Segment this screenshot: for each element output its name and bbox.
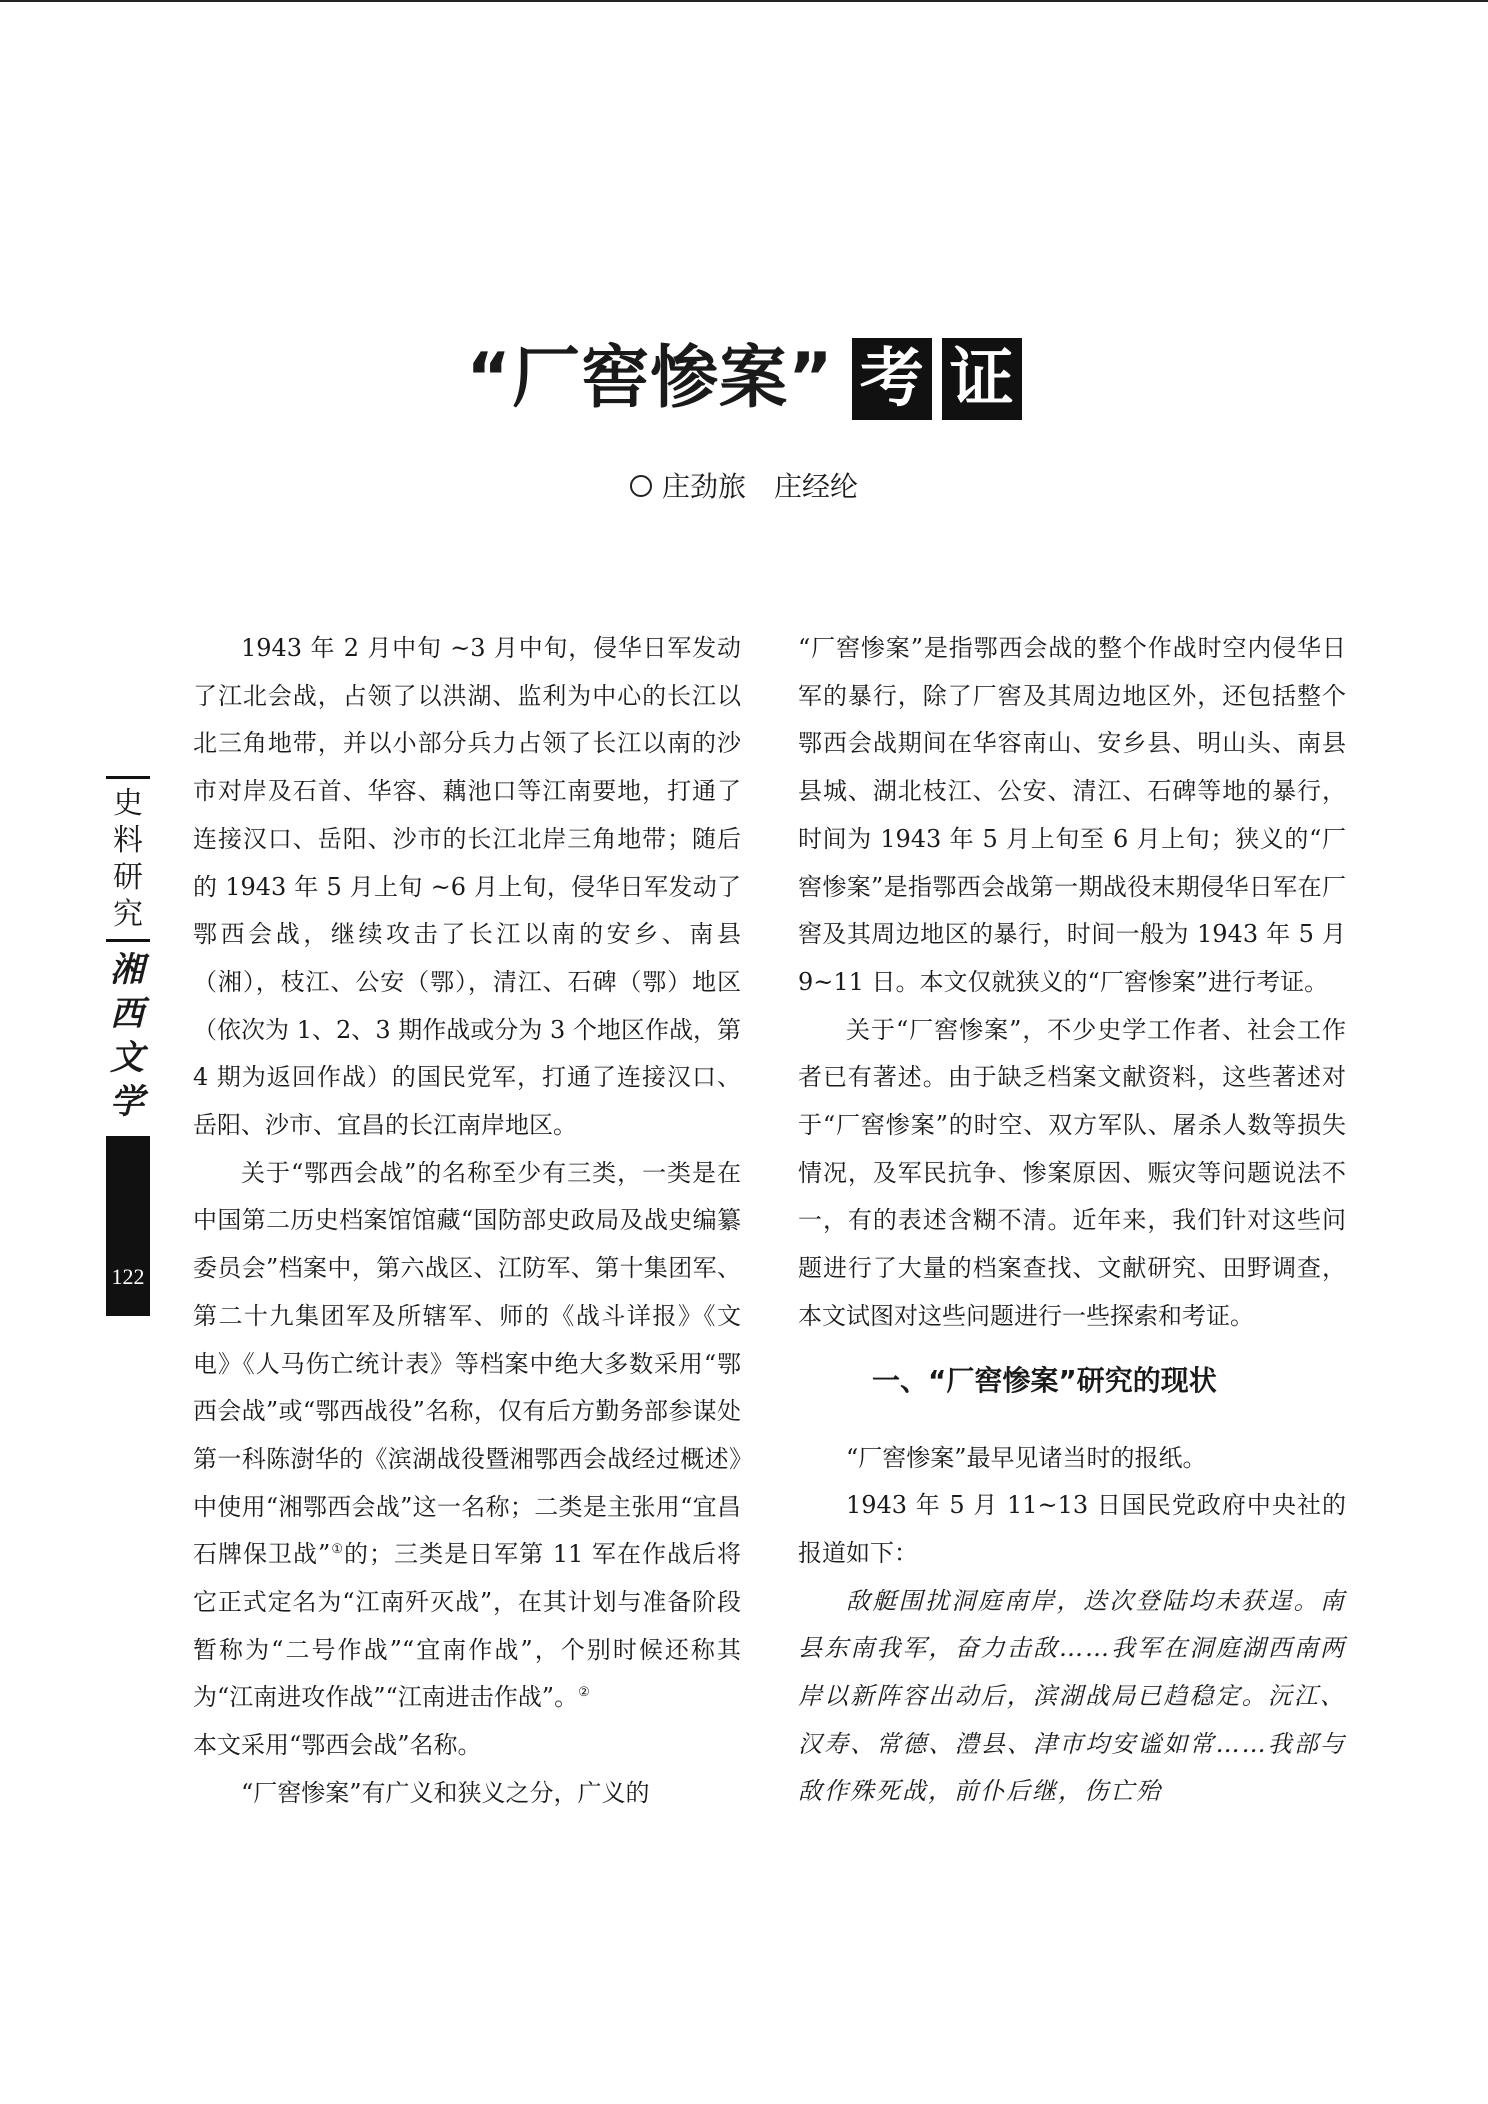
section-sidebar: [106, 776, 150, 1316]
paragraph: “厂窖惨案”有广义和狭义之分，广义的: [241, 1778, 650, 1807]
paragraph-text: 的；三类是日军第 11 军在作战后将它正式定名为“江南歼灭战”，在其计划与准备阶段暂称为“二号作战”“宜南作战”，个别时候还称其为“江南进攻作战”“江南进击作战”。: [193, 1540, 742, 1712]
author-name: 庄劲旅: [661, 470, 746, 503]
paragraph: “厂窖惨案”是指鄂西会战的整个作战时空内侵华日军的暴行，除了厂窖及其周边地区外，还包括整个鄂西会战期间在华容南山、安乡县、明山头、南县县城、湖北枝江、公安、清江、石碑等地的暴行，时间为 1943 年 5 月上旬至 6 月上旬；狭义的“厂窖惨案”是指鄂西会战第一期战役末期侵华日军在厂窖及其周边地区的暴行，时间一般为 1943 年 5 月 9~11 日。本文仅就狭义的“厂窖惨案”进行考证。: [798, 634, 1346, 996]
footnote-ref: ②: [578, 1685, 590, 1701]
paragraph-text: 关于“鄂西会战”的名称至少有三类，一类是在中国第二历史档案馆馆藏“国防部史政局及战史编纂委员会”档案中，第六战区、江防军、第十集团军、第二十九集团军及所辖军、师的《战斗详报》《文电》《人马伤亡统计表》等档案中绝大多数采用“鄂西会战”或“鄂西战役”名称，仅有后方勤务部参谋处第一科陈澍华的《滨湖战役暨湘鄂西会战经过概述》中使用“湘鄂西会战”这一名称；二类是主张用“宜昌石牌保卫战”: [193, 1158, 741, 1569]
sidebar-rule: [106, 776, 150, 779]
section-label: 史料研究: [113, 786, 143, 932]
title-box-kao: 考: [852, 338, 932, 420]
page-number-tab: [106, 1136, 150, 1316]
paragraph: “厂窖惨案”最早见诸当时的报纸。: [846, 1443, 1207, 1472]
right-column: [798, 625, 1346, 1816]
sidebar-rule: [106, 939, 150, 942]
paragraph: 关于“厂窖惨案”，不少史学工作者、社会工作者已有著述。由于缺乏档案文献资料，这些著述对于“厂窖惨案”的时空、双方军队、屠杀人数等损失情况，及军民抗争、惨案原因、赈灾等问题说法不一，有的表述含糊不清。近年来，我们针对这些问题进行了大量的档案查找、文献研究、田野调查，本文试图对这些问题进行一些探索和考证。: [798, 1015, 1346, 1330]
paragraph: [193, 1150, 741, 1770]
footnote-ref: ①: [330, 1542, 345, 1558]
title-main: “厂窖惨案”: [466, 339, 834, 418]
top-border-rule: [0, 0, 1488, 2]
article-title: [0, 338, 1488, 420]
circle-bullet-icon: [630, 475, 652, 497]
paragraph-text: 本文采用“鄂西会战”名称。: [193, 1731, 482, 1760]
left-column: [193, 625, 741, 1818]
journal-name: 湘西文学: [110, 950, 146, 1122]
paragraph: 1943 年 5 月 11~13 日国民党政府中央社的报道如下：: [798, 1491, 1346, 1567]
title-box-zheng: 证: [942, 338, 1022, 420]
byline: [0, 468, 1488, 506]
section-heading: 一、“厂窖惨案”研究的现状: [872, 1363, 1217, 1397]
quoted-report: 敌艇围扰洞庭南岸，迭次登陆均未获逞。南县东南我军，奋力击敌……我军在洞庭湖西南两岸以新阵容出动后，滨湖战局已趋稳定。沅江、汉寿、常德、澧县、津市均安谧如常……我部与敌作殊死战，前仆后继，伤亡殆: [798, 1586, 1346, 1806]
paragraph: 1943 年 2 月中旬 ~3 月中旬，侵华日军发动了江北会战，占领了以洪湖、监利为中心的长江以北三角地带，并以小部分兵力占领了长江以南的沙市对岸及石首、华容、藕池口等江南要地，打通了连接汉口、岳阳、沙市的长江北岸三角地带；随后的 1943 年 5 月上旬 ~6 月上旬，侵华日军发动了鄂西会战，继续攻击了长江以南的安乡、南县（湘），枝江、公安（鄂），清江、石碑（鄂）地区（依次为 1、2、3 期作战或分为 3 个地区作战，第 4 期为返回作战）的国民党军，打通了连接汉口、岳阳、沙市、宜昌的长江南岸地区。: [193, 634, 741, 1140]
page-number: 122: [111, 1264, 145, 1289]
author-name: 庄经纶: [774, 470, 859, 503]
